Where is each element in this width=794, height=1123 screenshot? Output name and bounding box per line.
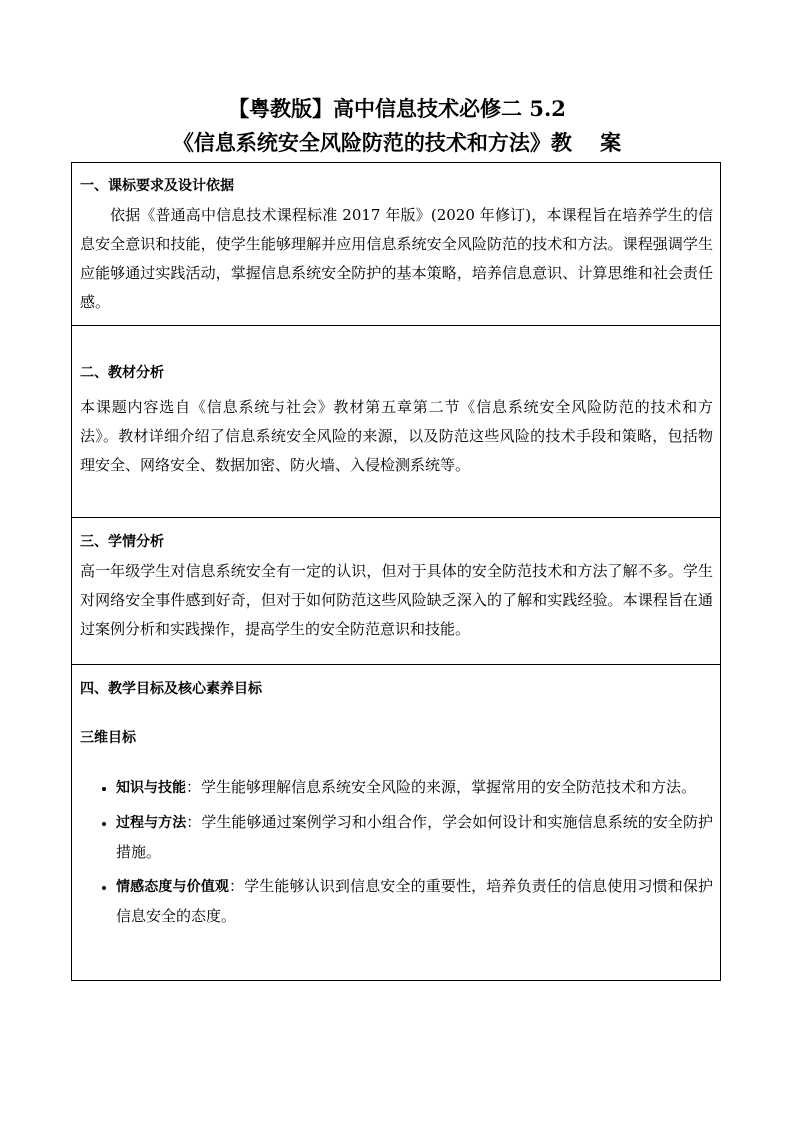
list-item — [116, 872, 713, 931]
section-cell-4 — [72, 665, 721, 981]
section-heading: 二、教材分析 — [80, 365, 164, 381]
section-row — [72, 665, 721, 981]
section-body: 本课题内容选自《信息系统与社会》教材第五章第二节《信息系统安全风险防范的技术和方法》。教材详细介绍了信息系统安全风险的来源，以及防范这些风险的技术手段和策略，包括物理安全、网络安全、数据加密、防火墙、入侵检测系统等。 — [80, 398, 713, 474]
lesson-plan-table — [71, 162, 721, 981]
document-title-line-2: 《信息系统安全风险防范的技术和方法》教 案 — [172, 130, 622, 155]
section-subheading: 三维目标 — [80, 730, 136, 746]
section-row — [72, 326, 721, 518]
section-heading: 四、教学目标及核心素养目标 — [80, 681, 262, 697]
objective-text: ：学生能够理解信息系统安全风险的来源，掌握常用的安全防范技术和方法。 — [186, 778, 697, 796]
section-cell-2 — [72, 326, 721, 518]
objective-text: ：学生能够通过案例学习和小组合作，学会如何设计和实施信息系统的安全防护措施。 — [116, 813, 713, 861]
section-body: 高一年级学生对信息系统安全有一定的认识，但对于具体的安全防范技术和方法了解不多。学生对网络安全事件感到好奇，但对于如何防范这些风险缺乏深入的了解和实践经验。本课程旨在通过案例分析和实践操作，提高学生的安全防范意识和技能。 — [80, 562, 713, 638]
objective-term: 知识与技能 — [116, 780, 186, 796]
document-title-line-1: 【粤教版】高中信息技术必修二 5.2 — [228, 96, 566, 121]
list-item — [116, 773, 713, 803]
section-row — [72, 518, 721, 665]
section-cell-1 — [72, 163, 721, 326]
objective-text: ：学生能够认识到信息安全的重要性，培养负责任的信息使用习惯和保护信息安全的态度。 — [116, 877, 713, 925]
section-heading: 一、课标要求及设计依据 — [80, 178, 234, 194]
section-row — [72, 163, 721, 326]
section-heading: 三、学情分析 — [80, 534, 164, 550]
objective-term: 情感态度与价值观 — [116, 879, 230, 895]
section-cell-3 — [72, 518, 721, 665]
section-body: 依据《普通高中信息技术课程标准 2017 年版》(2020 年修订)，本课程旨在培养学生的信息安全意识和技能，使学生能够理解并应用信息系统安全风险防范的技术和方法。课程强调学生应能够通过实践活动，掌握信息系统安全防护的基本策略，培养信息意识、计算思维和社会责任感。 — [80, 206, 713, 311]
list-item — [116, 808, 713, 867]
objectives-list — [80, 773, 713, 931]
objective-term: 过程与方法 — [116, 815, 187, 831]
